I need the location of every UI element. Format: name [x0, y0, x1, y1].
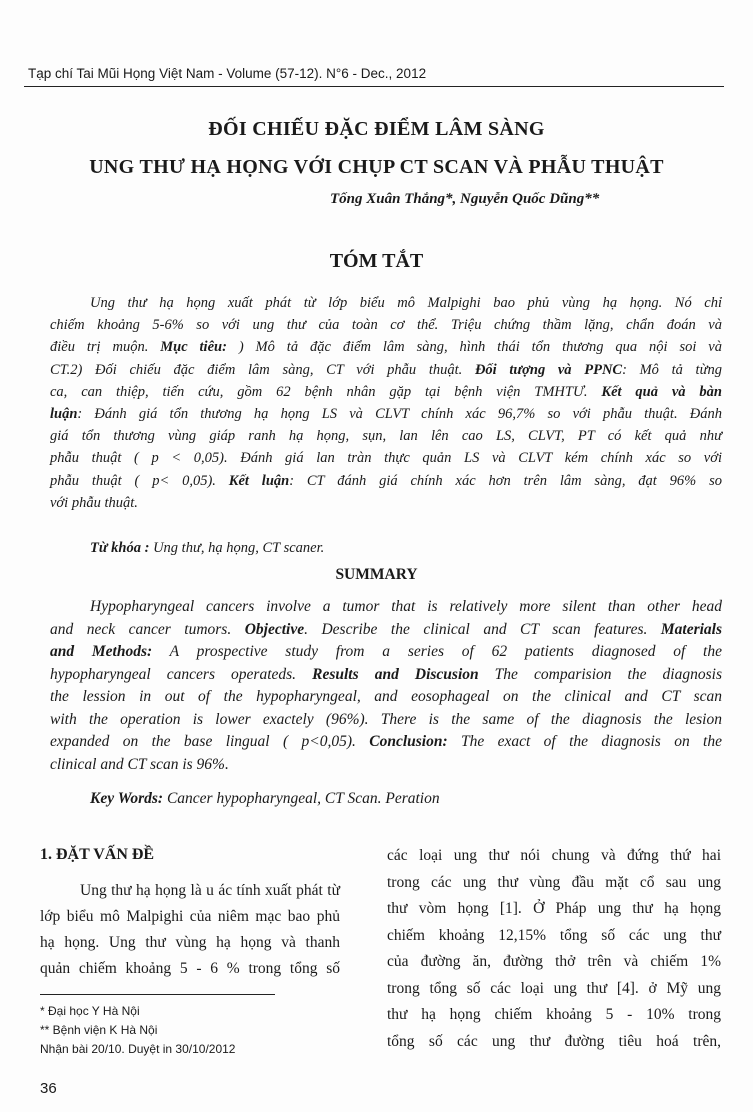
text-run: The comparision the diagnosis	[478, 665, 722, 683]
text-run: điều trị muộn.	[50, 339, 161, 356]
text-line	[50, 492, 722, 514]
text-line	[50, 447, 722, 469]
text-line	[50, 359, 722, 381]
text-run: : Mô tả từng	[622, 361, 722, 378]
text-run: trong tổng số các loại ung thư [4]. ở Mỹ ung	[387, 979, 721, 997]
text-run: expanded on the base lingual ( p<0,05).	[50, 733, 370, 750]
text-run: ) Mô tả đặc điểm lâm sàng, hình thái tổn thương qua nội soi và	[238, 339, 722, 356]
text-run: Ung thư hạ họng xuất phát từ lớp biểu mô Malpighi bao phủ vùng hạ họng. Nó chỉ	[90, 295, 722, 311]
text-run: tổng số các ung thư đường tiêu hoá trên,	[387, 1032, 721, 1050]
text-line	[50, 664, 722, 687]
bold-run: Materials	[660, 620, 723, 638]
summary-keywords	[90, 790, 440, 808]
text-run: hạ họng. Ung thư vùng hạ họng và thanh	[40, 934, 340, 951]
text-run: . Describe the clinical and CT scan features.	[304, 620, 661, 638]
text-line	[40, 930, 340, 956]
text-run: quản chiếm khoảng 5 - 6 % trong tổng số	[40, 960, 340, 977]
text-run: the lession in out of the hypopharyngeal, and eosophageal on the clinical and CT scan	[50, 688, 722, 705]
text-run: The exact of the diagnosis on the	[447, 733, 722, 750]
bold-run: Đối tượng và PPNC	[474, 361, 623, 378]
text-line	[50, 754, 722, 777]
text-line	[50, 381, 722, 403]
text-line	[387, 1029, 721, 1056]
text-line	[50, 470, 722, 492]
text-run: thư vòm họng [1]. Ở Pháp ung thư hạ họng	[387, 900, 721, 917]
bold-run: Kết luận	[228, 472, 290, 489]
bold-run: and Methods:	[50, 643, 153, 660]
authors: Tống Xuân Thắng*, Nguyễn Quốc Dũng**	[330, 191, 600, 207]
text-line	[387, 896, 721, 923]
text-line	[50, 709, 722, 732]
text-run: thư hạ họng chiếm khoảng 5 - 10% trong	[387, 1006, 721, 1023]
text-run: chiếm khoảng 5-6% so với ung thư của toàn cơ thể. Triệu chứng thầm lặng, chẩn đoán và	[50, 317, 722, 334]
footnote-rule	[40, 994, 275, 995]
right-column-text	[387, 843, 721, 1055]
bold-run: Mục tiêu:	[160, 339, 239, 356]
left-column-text	[40, 878, 340, 982]
text-line	[50, 731, 722, 754]
keywords-label: Từ khóa :	[90, 540, 150, 556]
text-run: chiếm khoảng 12,15% tổng số các ung thư	[387, 926, 721, 944]
text-run: của đường ăn, đường thở trên và chiếm 1%	[387, 953, 721, 970]
running-header: Tạp chí Tai Mũi Họng Việt Nam - Volume (57-12). N°6 - Dec., 2012	[28, 66, 427, 81]
abstract-body	[50, 292, 722, 514]
text-run: phẫu thuật ( p< 0,05).	[50, 472, 229, 489]
text-line	[50, 292, 722, 314]
text-line	[50, 336, 722, 358]
text-line	[40, 878, 340, 904]
text-run: and neck cancer tumors.	[50, 620, 245, 638]
text-line	[50, 403, 722, 425]
text-line	[40, 904, 340, 930]
text-run: CT.2) Đối chiếu đặc điểm lâm sàng, CT với phẫu thuật.	[50, 361, 475, 378]
abstract-keywords	[90, 540, 324, 557]
text-run: with the operation is lower exactely (96%). There is the same of the diagnosis the lesion	[50, 710, 722, 728]
text-run: clinical and CT scan is 96%.	[50, 755, 229, 773]
header-rule	[24, 86, 724, 87]
abstract-heading: TÓM TẮT	[329, 250, 424, 272]
text-line	[50, 641, 722, 664]
text-run: Ung thư hạ họng là u ác tính xuất phát từ	[80, 882, 340, 899]
bold-run: Objective	[244, 620, 305, 638]
text-run: Hypopharyngeal cancers involve a tumor that is relatively more silent than other head	[90, 598, 722, 615]
text-run: lớp biểu mô Malpighi của niêm mạc bao phủ	[40, 908, 340, 925]
text-line	[50, 686, 722, 709]
text-run: các loại ung thư nói chung và đứng thứ hai	[387, 847, 721, 864]
footnote-2: ** Bệnh viện K Hà Nội	[40, 1023, 158, 1037]
title-line-1: ĐỐI CHIẾU ĐẶC ĐIỂM LÂM SÀNG	[208, 118, 545, 140]
text-run: giá tổn thương vùng giáp ranh hạ họng, sụn, lan lên cao LS, CLVT, PT có kết quả như	[50, 428, 722, 445]
summary-body	[50, 596, 722, 776]
received-date: Nhận bài 20/10. Duyệt in 30/10/2012	[40, 1042, 236, 1056]
text-line	[387, 923, 721, 950]
footnotes	[40, 1002, 235, 1059]
text-line	[50, 425, 722, 447]
text-run: : CT đánh giá chính xác hơn trên lâm sàng, đạt 96% so	[289, 472, 723, 489]
title-line-2: UNG THƯ HẠ HỌNG VỚI CHỤP CT SCAN VÀ PHẪU THUẬT	[89, 156, 664, 178]
bold-run: luận	[50, 406, 78, 423]
footnote-1: * Đại học Y Hà Nội	[40, 1004, 140, 1018]
text-run: : Đánh giá tổn thương hạ họng LS và CLVT chính xác 96,7% so với phẫu thuật. Đánh	[77, 406, 722, 423]
page-number: 36	[40, 1080, 57, 1097]
text-line	[50, 619, 722, 642]
keywords-text: Ung thư, hạ họng, CT scaner.	[149, 540, 325, 556]
text-run: với phẫu thuật.	[50, 494, 138, 511]
keywords-text: Cancer hypopharyngeal, CT Scan. Peration	[163, 790, 440, 807]
text-run: phẫu thuật ( p < 0,05). Đánh giá lan tràn thực quản LS và CLVT kém chính xác so với	[50, 450, 722, 467]
text-line	[387, 1002, 721, 1029]
text-line	[387, 949, 721, 976]
keywords-label: Key Words:	[90, 790, 164, 807]
text-line	[387, 843, 721, 870]
summary-heading: SUMMARY	[335, 566, 418, 583]
bold-run: Results and Discusion	[312, 665, 479, 683]
text-line	[387, 976, 721, 1003]
section-heading: 1. ĐẶT VẤN ĐỀ	[40, 846, 155, 863]
text-run: A prospective study from a series of 62 patients diagnosed of the	[152, 643, 722, 660]
text-line	[50, 314, 722, 336]
text-line	[387, 870, 721, 897]
bold-run: Kết quả và bàn	[601, 383, 722, 400]
text-line	[40, 956, 340, 982]
text-run: ca, can thiệp, tiến cứu, gồm 62 bệnh nhân gặp tại bệnh viện TMHTƯ.	[50, 383, 602, 400]
bold-run: Conclusion:	[369, 733, 448, 750]
text-run: trong các ung thư vùng đầu mặt cổ sau ung	[387, 873, 721, 891]
text-line	[50, 596, 722, 619]
text-run: hypopharyngeal cancers operateds.	[50, 665, 313, 683]
